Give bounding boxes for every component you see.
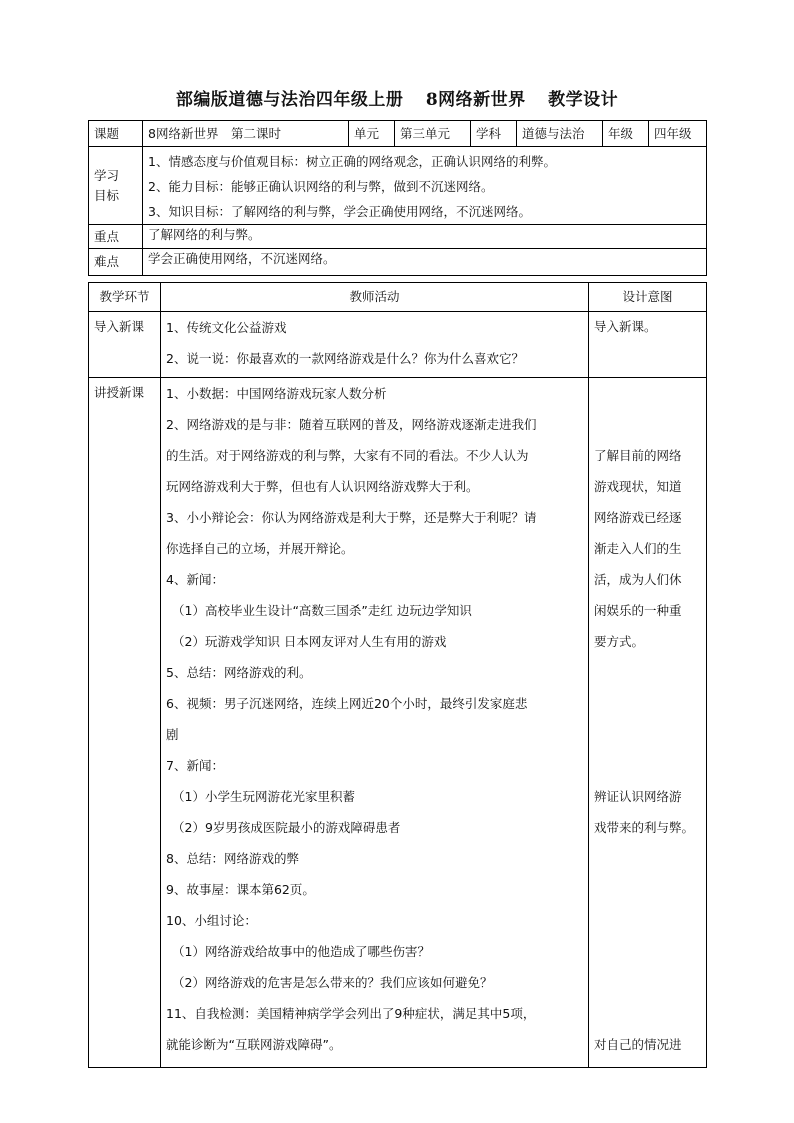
intro-activities [161,312,589,378]
activity-line: （2）网络游戏的危害是怎么带来的？我们应该如何避免？ [172,975,493,990]
intent-line: 闲娱乐的一种重 [594,603,682,618]
difficult-point-label: 难点 [89,249,143,276]
activity-line: 7、新闻： [166,758,224,773]
intent-line: 了解目前的网络 [594,448,682,463]
objectives-content [143,147,707,225]
subject-value: 道德与法治 [517,121,603,147]
info-row [89,121,707,147]
teach-intent [589,378,707,1068]
activity-line: 4、新闻： [166,572,224,587]
difficult-point-row [89,249,707,276]
activity-line: 10、小组讨论： [166,913,257,928]
activity-line: 9、故事屋：课本第62页。 [166,882,315,897]
teach-activities [161,378,589,1068]
intro-stage: 导入新课 [89,312,161,378]
grade-label: 年级 [603,121,649,147]
course-value: 8网络新世界 第二课时 [143,121,349,147]
objective-item: 3、知识目标：了解网络的利与弊，学会正确使用网络，不沉迷网络。 [148,204,531,219]
document-title [0,85,794,110]
objective-item: 1、情感态度与价值观目标：树立正确的网络观念，正确认识网络的利弊。 [148,154,556,169]
intent-line: 戏带来的利与弊。 [594,820,695,835]
objectives-row [89,147,707,225]
intent-line: 要方式。 [594,634,645,649]
activity-line: 6、视频：男子沉迷网络，连续上网近20个小时，最终引发家庭悲 [166,696,528,711]
activity-line: 的生活。对于网络游戏的利与弊，大家有不同的看法。不少人认为 [166,448,529,463]
subject-label: 学科 [471,121,517,147]
teaching-process-table [88,282,707,1068]
objectives-label-line1: 学习 [94,167,120,183]
intro-row [89,312,707,378]
title-part1: 部编版道德与法治四年级上册 [175,90,404,110]
objectives-label [89,147,143,225]
lesson-info-table [88,120,707,276]
difficult-point-value: 学会正确使用网络，不沉迷网络。 [143,249,707,276]
activity-line: 剧 [166,727,179,742]
activity-line: 1、小数据：中国网络游戏玩家人数分析 [166,386,387,401]
activity-line: 就能诊断为“互联网游戏障碍”。 [166,1037,342,1052]
intent-line: 活，成为人们休 [594,572,682,587]
header-activity: 教师活动 [161,283,589,312]
unit-value: 第三单元 [395,121,471,147]
title-part2: 8网络新世界 [425,90,526,110]
title-part3: 教学设计 [548,90,619,110]
activity-line: （1）网络游戏给故事中的他造成了哪些伤害？ [172,944,430,959]
activity-line: （1）高校毕业生设计“高数三国杀”走红 边玩边学知识 [172,603,472,618]
objective-item: 2、能力目标：能够正确认识网络的利与弊，做到不沉迷网络。 [148,179,494,194]
header-stage: 教学环节 [89,283,161,312]
activity-line: （2）玩游戏学知识 日本网友评对人生有用的游戏 [172,634,447,649]
key-point-value: 了解网络的利与弊。 [143,225,707,249]
activity-line: 11、自我检测：美国精神病学学会列出了9种症状，满足其中5项， [166,1006,536,1021]
activity-line: 8、总结：网络游戏的弊 [166,851,299,866]
activity-line: 1、传统文化公益游戏 [166,320,287,335]
intent-line: 辨证认识网络游 [594,789,682,804]
objectives-label-line2: 目标 [94,187,120,203]
intent-line: 对自己的情况进 [594,1037,682,1052]
unit-label: 单元 [349,121,395,147]
header-intent: 设计意图 [589,283,707,312]
teach-row [89,378,707,1068]
key-point-row [89,225,707,249]
activity-line: 3、小小辩论会：你认为网络游戏是利大于弊，还是弊大于利呢？请 [166,510,537,525]
activity-line: 5、总结：网络游戏的利。 [166,665,312,680]
activity-line: （1）小学生玩网游花光家里积蓄 [172,789,355,804]
activity-line: 2、网络游戏的是与非：随着互联网的普及，网络游戏逐渐走进我们 [166,417,537,432]
activity-line: （2）9岁男孩成医院最小的游戏障碍患者 [172,820,401,835]
process-header-row [89,283,707,312]
intent-line: 游戏现状，知道 [594,479,682,494]
intent-line: 渐走入人们的生 [594,541,682,556]
activity-line: 2、说一说：你最喜欢的一款网络游戏是什么？你为什么喜欢它？ [166,351,524,366]
course-label: 课题 [89,121,143,147]
teach-stage: 讲授新课 [89,378,161,1068]
intro-intent: 导入新课。 [589,312,707,378]
activity-line: 玩网络游戏利大于弊，但也有人认识网络游戏弊大于利。 [166,479,479,494]
intent-line: 网络游戏已经逐 [594,510,682,525]
grade-value: 四年级 [649,121,707,147]
activity-line: 你选择自己的立场，并展开辩论。 [166,541,354,556]
key-point-label: 重点 [89,225,143,249]
